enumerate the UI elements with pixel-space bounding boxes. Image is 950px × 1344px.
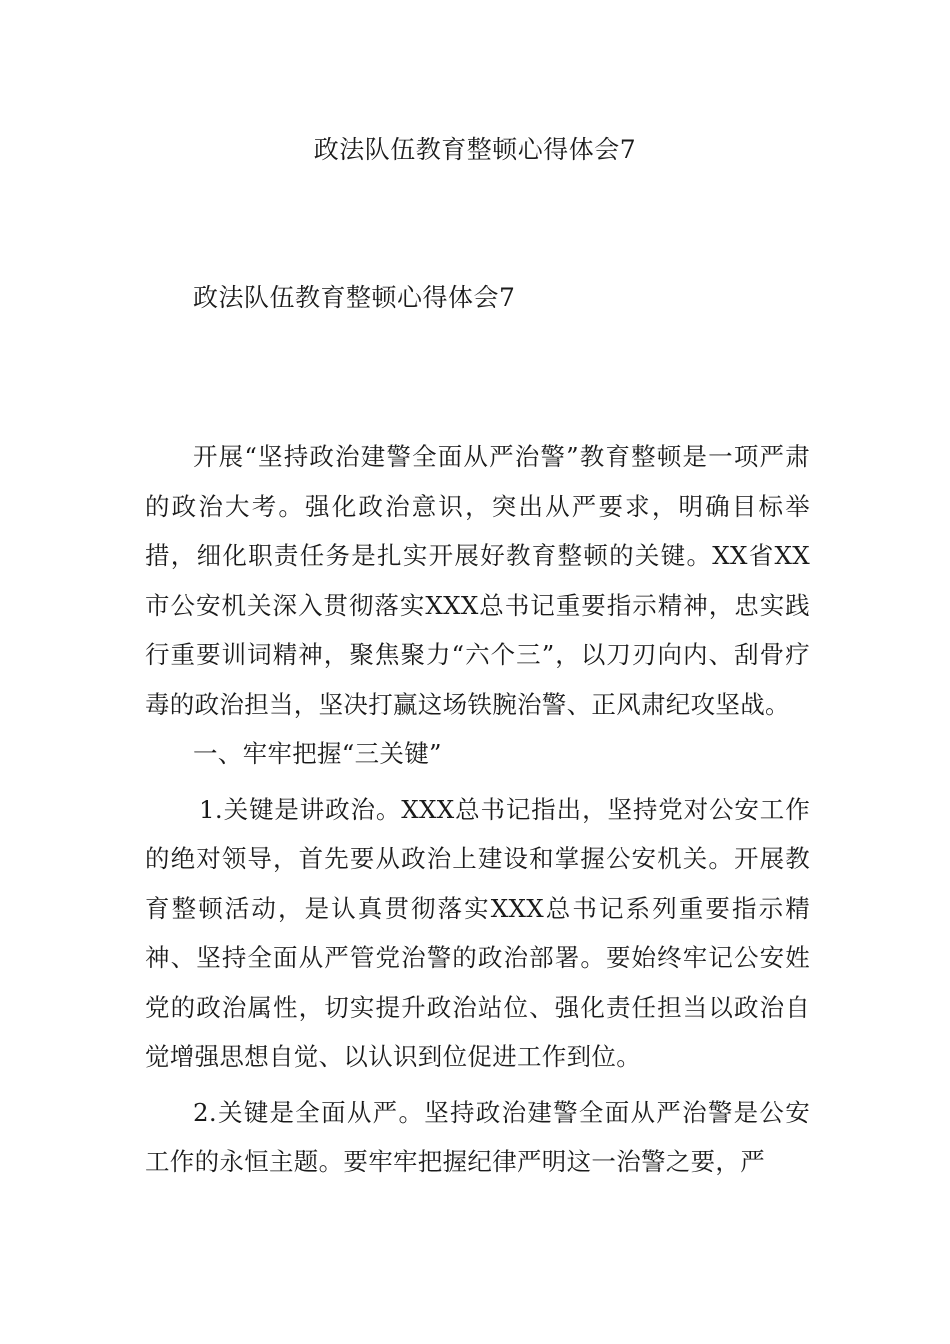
item-paragraph-2: 2.关键是全面从严。坚持政治建警全面从严治警是公安工作的永恒主题。要牢牢把握纪律严明这一治警之要，严 bbox=[145, 1097, 810, 1176]
item-paragraph-1: 1.关键是讲政治。XXX总书记指出，坚持党对公安工作的绝对领导，首先要从政治上建设和掌握公安机关。开展教育整顿活动，是认真贯彻落实XXX总书记系列重要指示精神、坚持全面从严管党治警的政治部署。要始终牢记公安姓党的政治属性，切实提升政治站位、强化责任担当以政治自觉增强思想自觉、以认识到位促进工作到位。 bbox=[145, 794, 810, 1071]
document-body bbox=[145, 432, 810, 1187]
intro-paragraph: 开展“坚持政治建警全面从严治警”教育整顿是一项严肃的政治大考。强化政治意识，突出从严要求，明确目标举措，细化职责任务是扎实开展好教育整顿的关键。XX省XX市公安机关深入贯彻落实XXX总书记重要指示精神，忠实践行重要训词精神，聚焦聚力“六个三”，以刀刃向内、刮骨疗毒的政治担当，坚决打赢这场铁腕治警、正风肃纪攻坚战。 bbox=[145, 442, 810, 719]
document-title: 政法队伍教育整顿心得体会7 bbox=[313, 135, 637, 164]
document-subtitle: 政法队伍教育整顿心得体会7 bbox=[193, 283, 516, 312]
section-heading-1: 一、牢牢把握“三关键” bbox=[193, 739, 442, 768]
